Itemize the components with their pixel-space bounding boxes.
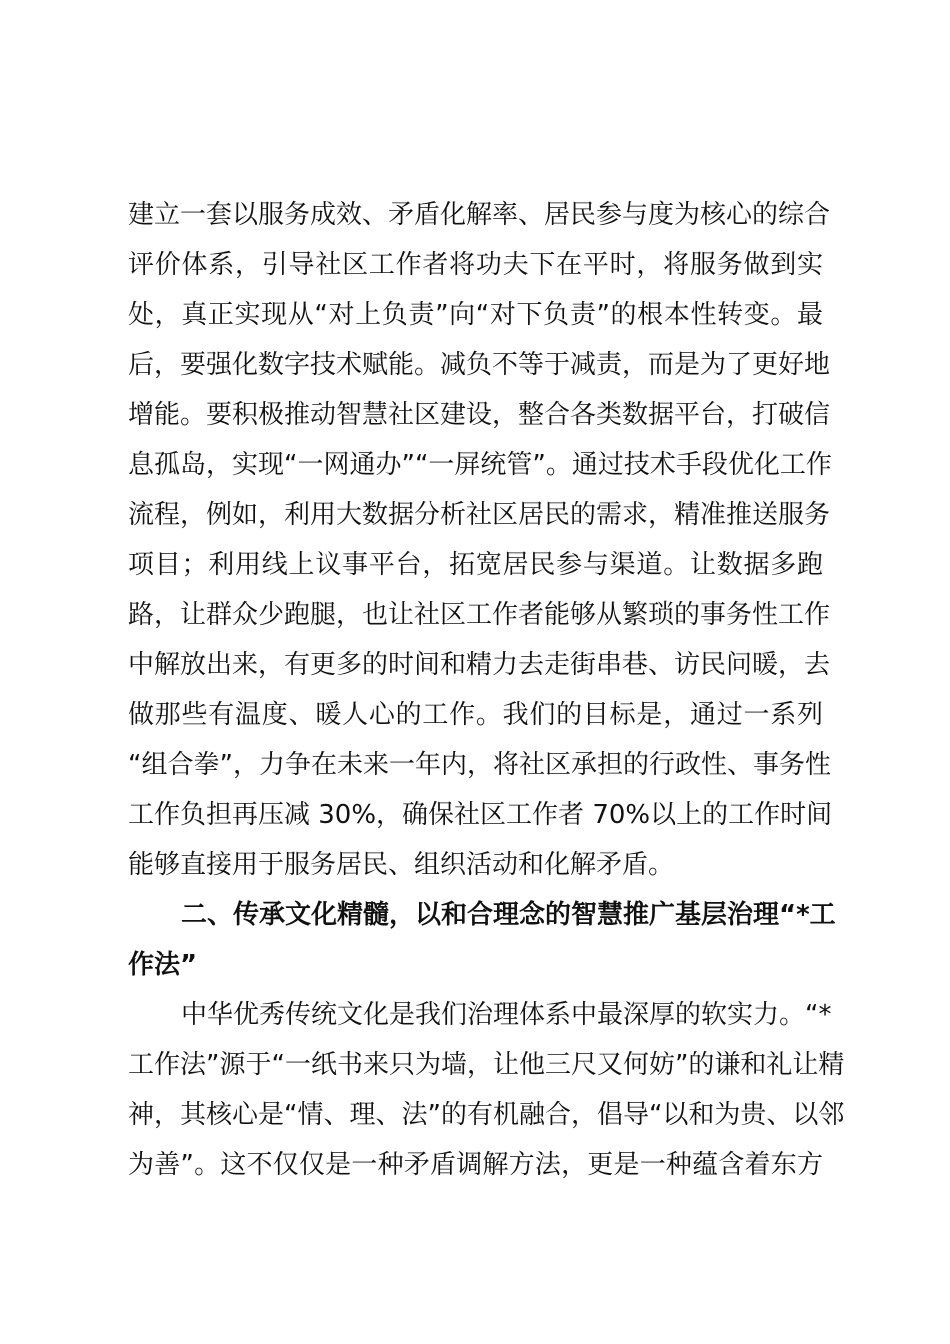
- text-line: “组合拳”，力争在未来一年内，将社区承担的行政性、事务性: [128, 750, 831, 780]
- text-line: 项目；利用线上议事平台，拓宽居民参与渠道。让数据多跑: [128, 550, 823, 580]
- paragraph-2: [128, 990, 845, 1190]
- document-body: [128, 190, 845, 1190]
- heading-line: 二、传承文化精髓，以和合理念的智慧推广基层治理“*工: [181, 900, 836, 930]
- text-line: 息孤岛，实现“一网通办”“一屏统管”。通过技术手段优化工作: [128, 450, 832, 480]
- text-line: 流程，例如，利用大数据分析社区居民的需求，精准推送服务: [128, 500, 831, 530]
- section-heading: [128, 890, 836, 990]
- text-line: 建立一套以服务成效、矛盾化解率、居民参与度为核心的综合: [128, 200, 831, 230]
- paragraph-1: [128, 190, 833, 890]
- text-line: 为善”。这不仅仅是一种矛盾调解方法，更是一种蕴含着东方: [128, 1150, 823, 1180]
- text-line: 工作负担再压减 30%，确保社区工作者 70%以上的工作时间: [128, 800, 833, 830]
- heading-line: 作法”: [128, 950, 198, 980]
- text-line: 做那些有温度、暖人心的工作。我们的目标是，通过一系列: [128, 700, 823, 730]
- text-line: 中解放出来，有更多的时间和精力去走街串巷、访民问暖，去: [128, 650, 831, 680]
- text-line: 路，让群众少跑腿，也让社区工作者能够从繁琐的事务性工作: [128, 600, 831, 630]
- text-line: 后，要强化数字技术赋能。减负不等于减责，而是为了更好地: [128, 350, 831, 380]
- text-line: 评价体系，引导社区工作者将功夫下在平时，将服务做到实: [128, 250, 823, 280]
- text-line: 工作法”源于“一纸书来只为墙，让他三尺又何妨”的谦和礼让精: [128, 1050, 845, 1080]
- text-line: 能够直接用于服务居民、组织活动和化解矛盾。: [128, 850, 675, 880]
- text-line: 神，其核心是“情、理、法”的有机融合，倡导“以和为贵、以邻: [128, 1100, 845, 1130]
- text-line: 增能。要积极推动智慧社区建设，整合各类数据平台，打破信: [128, 400, 831, 430]
- text-line: 处，真正实现从“对上负责”向“对下负责”的根本性转变。最: [128, 300, 823, 330]
- text-line: 中华优秀传统文化是我们治理体系中最深厚的软实力。“*: [181, 1000, 832, 1030]
